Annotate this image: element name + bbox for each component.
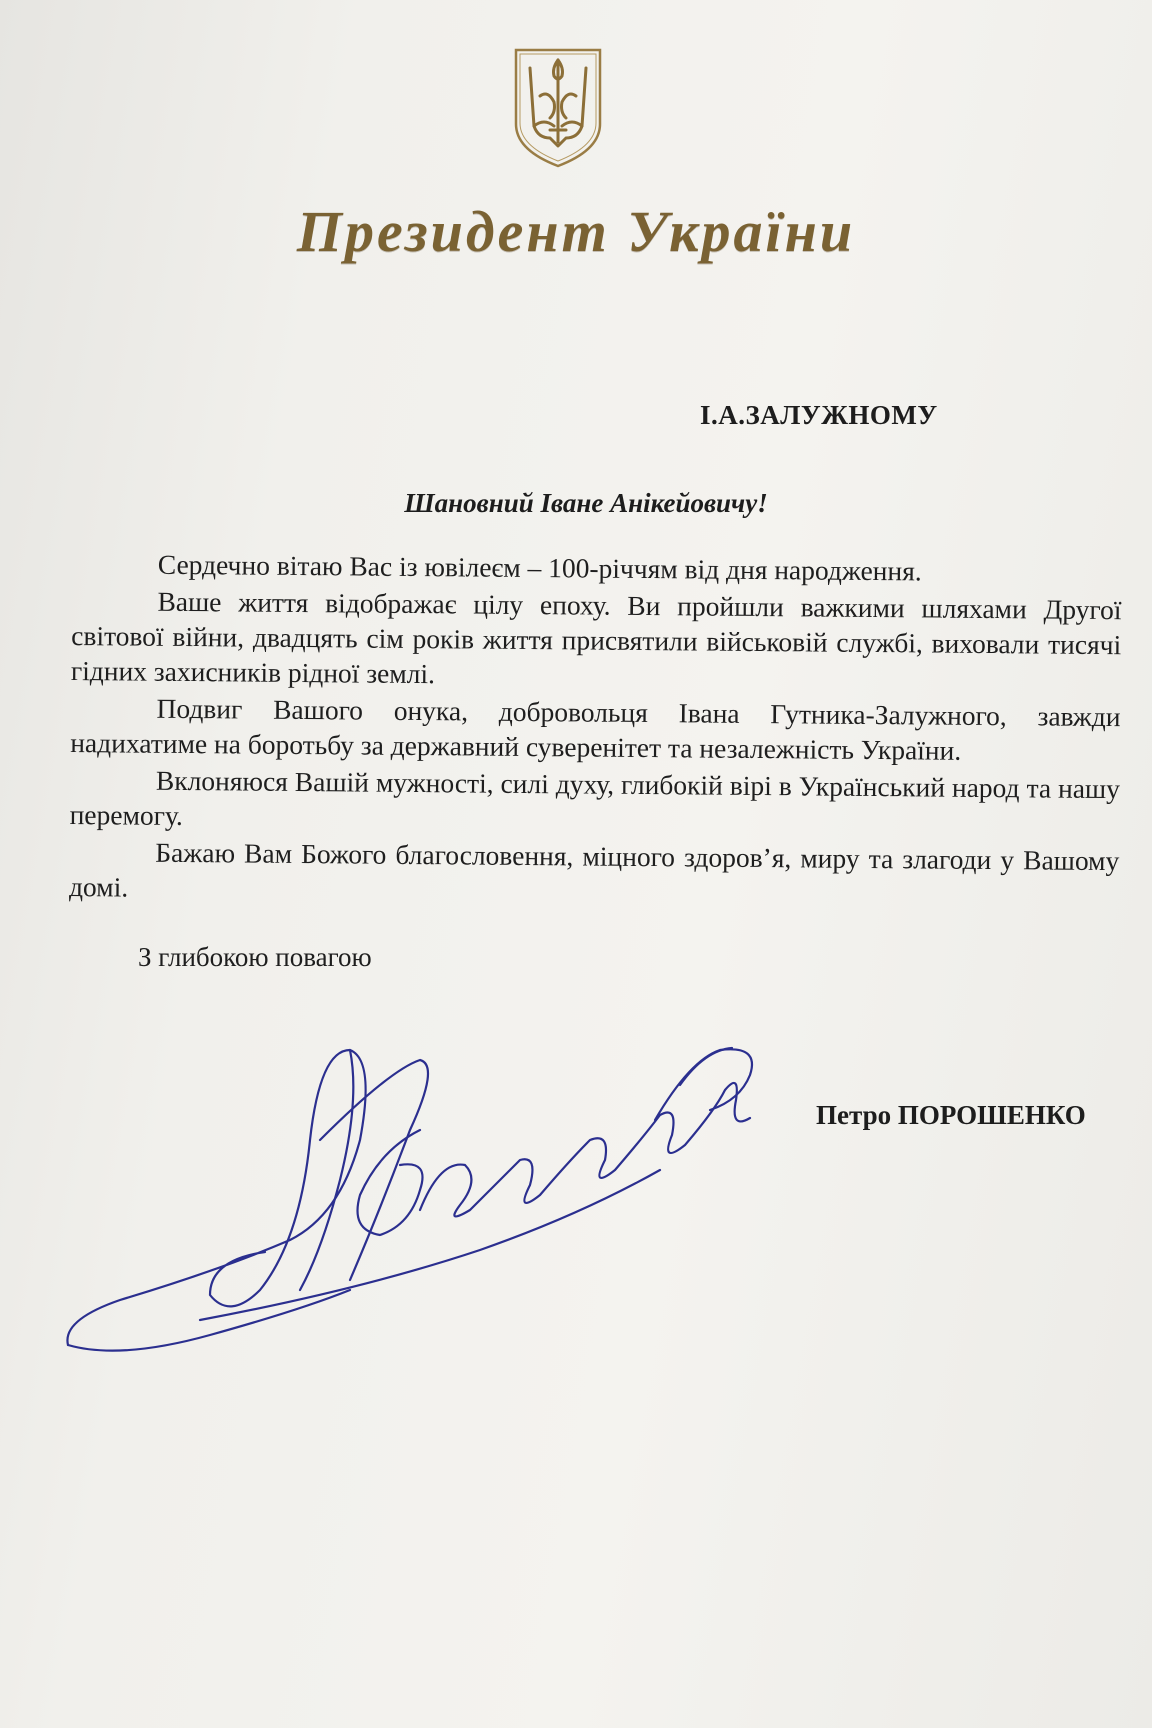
paragraph: Подвиг Вашого онука, добровольця Івана Гутника-Залужного, завжди надихатиме на боротьбу за державний суверенітет та незалежність України. bbox=[70, 692, 1121, 766]
closing-phrase: З глибокою повагою bbox=[138, 942, 372, 972]
signer-name: Петро ПОРОШЕНКО bbox=[816, 1100, 1086, 1130]
paragraph: Вклоняюся Вашій мужності, силі духу, глибокій вірі в Український народ та нашу перемогу. bbox=[69, 764, 1121, 831]
paragraph: Сердечно вітаю Вас із ювілеєм – 100-річчям від дня народження. bbox=[157, 548, 922, 587]
salutation: Шановний Іване Анікейовичу! bbox=[404, 488, 768, 518]
paragraph: Ваше життя відображає цілу епоху. Ви пройшли важкими шляхами Другої світової війни, двадцять сім років життя присвятили військовій службі, виховали тисячі гідних захисників рідної землі. bbox=[70, 585, 1122, 690]
letter-body bbox=[69, 546, 1122, 915]
handwritten-signature bbox=[60, 990, 780, 1370]
paragraph: Бажаю Вам Божого благословення, міцного здоров’я, миру та злагоди у Вашому домі. bbox=[68, 836, 1120, 903]
letterhead-title: Президент України bbox=[296, 199, 856, 264]
trident-coat-of-arms-icon bbox=[510, 46, 606, 170]
addressee: І.А.ЗАЛУЖНОМУ bbox=[700, 400, 938, 430]
